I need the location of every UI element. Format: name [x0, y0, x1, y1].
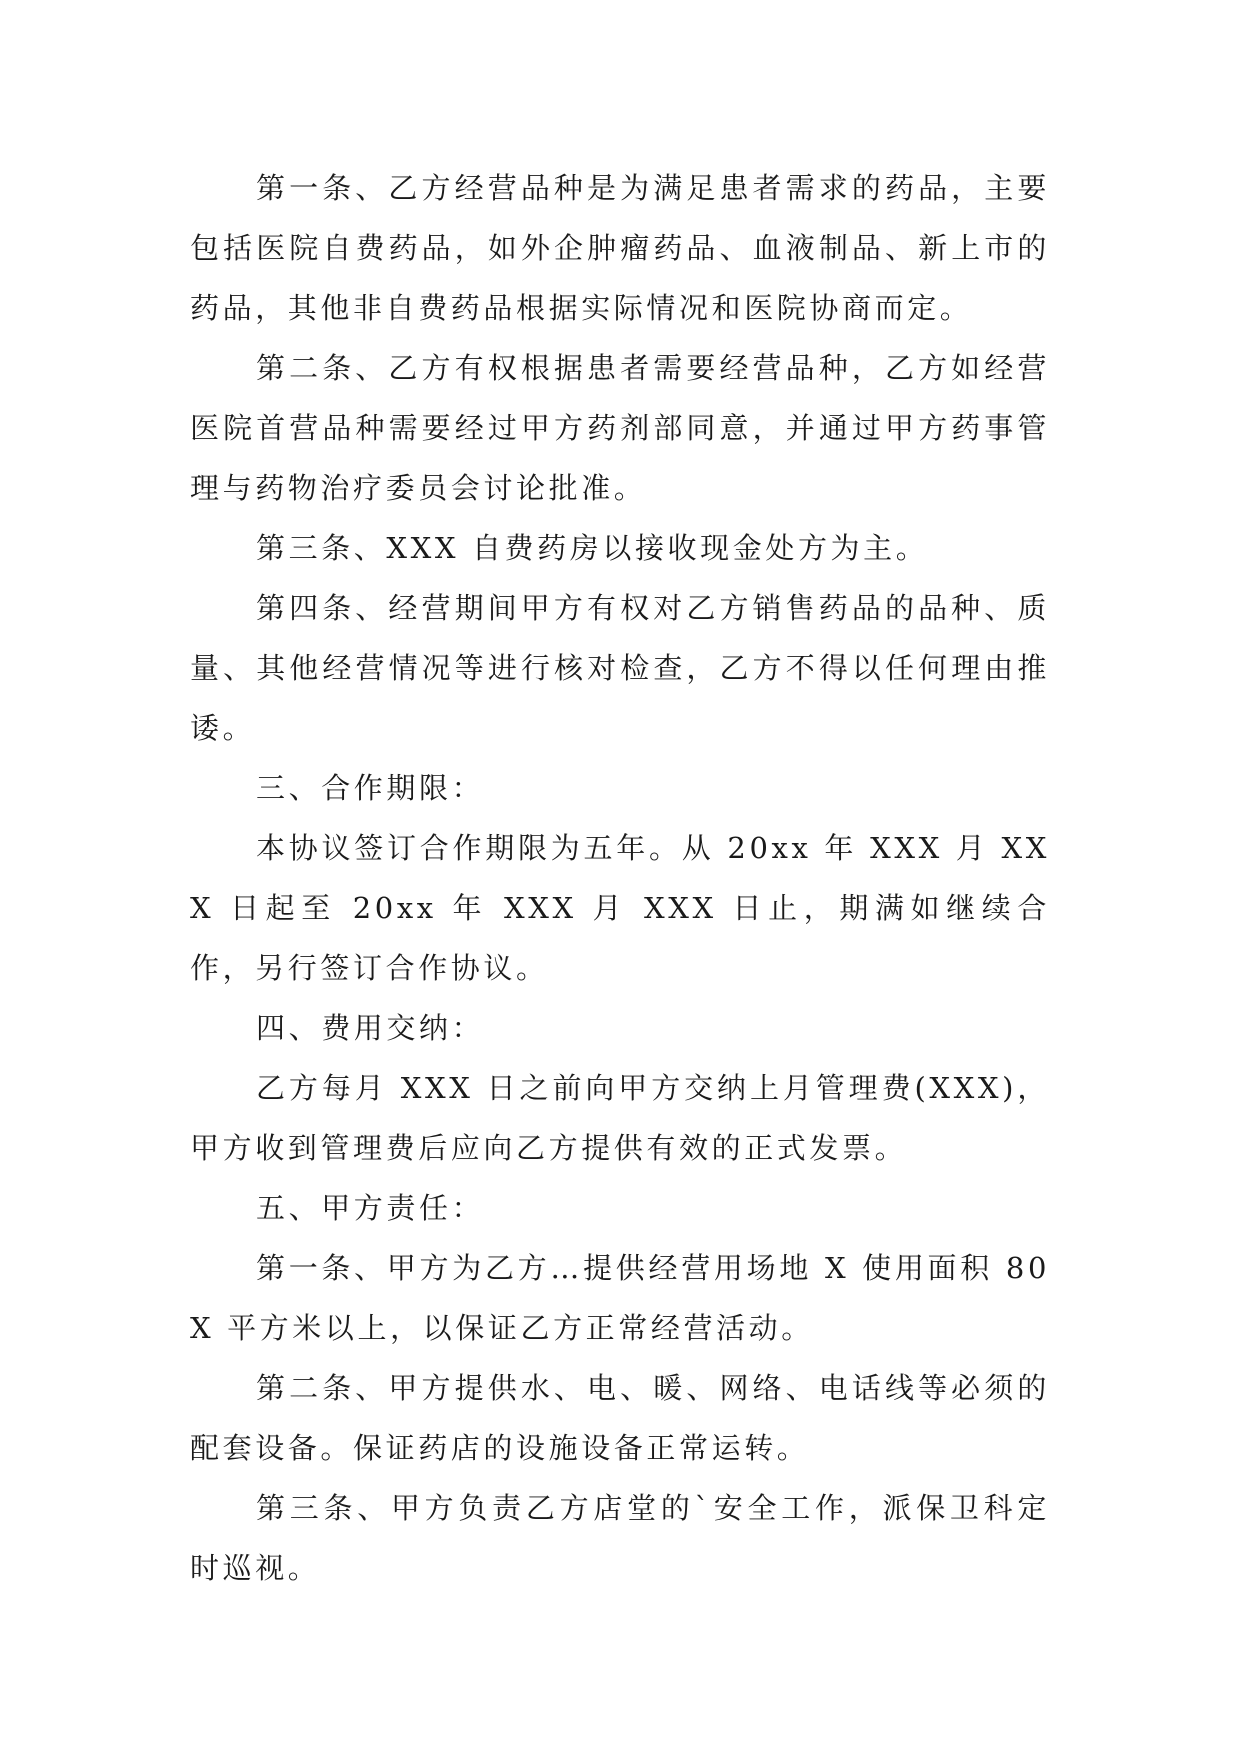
document-body [190, 158, 1050, 1598]
section-heading-fee-payment: 四、费用交纳： [256, 1011, 485, 1045]
paragraph-article-3-cash-prescriptions: 第三条、XXX 自费药房以接收现金处方为主。 [256, 531, 929, 565]
paragraph-article-1-product-range: 第一条、乙方经营品种是为满足患者需求的药品，主要包括医院自费药品，如外企肿瘤药品、血液制品、新上市的药品，其他非自费药品根据实际情况和医院协商而定。 [190, 171, 1050, 325]
paragraph-party-a-article-1-premises: 第一条、甲方为乙方…提供经营用场地 X 使用面积 80X 平方米以上，以保证乙方正常经营活动。 [190, 1251, 1050, 1345]
paragraph-party-a-article-2-utilities: 第二条、甲方提供水、电、暖、网络、电话线等必须的配套设备。保证药店的设施设备正常运转。 [190, 1371, 1050, 1465]
section-heading-cooperation-term: 三、合作期限： [256, 771, 485, 805]
paragraph-cooperation-term: 本协议签订合作期限为五年。从 20xx 年 XXX 月 XXX 日起至 20xx 年 XXX 月 XXX 日止，期满如继续合作，另行签订合作协议。 [190, 831, 1050, 985]
paragraph-fee-payment: 乙方每月 XXX 日之前向甲方交纳上月管理费(XXX)，甲方收到管理费后应向乙方提供有效的正式发票。 [190, 1071, 1050, 1165]
paragraph-party-a-article-3-security: 第三条、甲方负责乙方店堂的`安全工作，派保卫科定时巡视。 [190, 1491, 1050, 1585]
section-heading-party-a-duties: 五、甲方责任： [256, 1191, 485, 1225]
paragraph-article-4-inspection: 第四条、经营期间甲方有权对乙方销售药品的品种、质量、其他经营情况等进行核对检查，乙方不得以任何理由推诿。 [190, 591, 1050, 745]
paragraph-article-2-new-products: 第二条、乙方有权根据患者需要经营品种，乙方如经营医院首营品种需要经过甲方药剂部同意，并通过甲方药事管理与药物治疗委员会讨论批准。 [190, 351, 1050, 505]
